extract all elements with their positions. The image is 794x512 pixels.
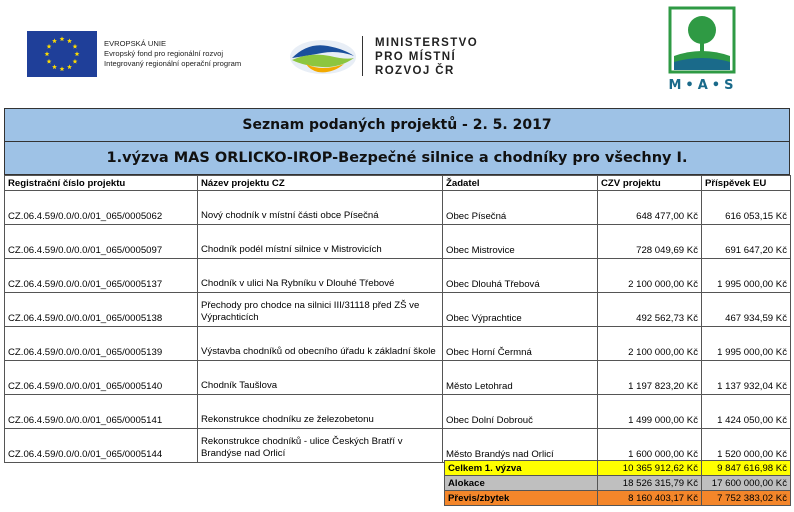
ministry-line-2: PRO MÍSTNÍ (375, 51, 457, 63)
cell-czv: 492 562,73 Kč (598, 293, 702, 327)
cell-czv: 2 100 000,00 Kč (598, 327, 702, 361)
cell-eu: 1 137 932,04 Kč (702, 361, 791, 395)
summary-total-czv: 10 365 912,62 Kč (598, 461, 702, 476)
summary-total-eu: 9 847 616,98 Kč (702, 461, 791, 476)
cell-eu: 1 520 000,00 Kč (702, 429, 791, 463)
sheet-subtitle: 1.výzva MAS ORLICKO-IROP-Bezpečné silnice a chodníky pro všechny I. (4, 142, 790, 175)
summary-table (444, 460, 791, 506)
cell-czv: 728 049,69 Kč (598, 225, 702, 259)
table-header-row (5, 176, 791, 191)
cell-name: Chodník Taušlova (198, 361, 443, 395)
cell-applicant: Obec Písečná (443, 191, 598, 225)
cell-applicant: Obec Horní Čermná (443, 327, 598, 361)
cell-reg: CZ.06.4.59/0.0/0.0/01_065/0005141 (5, 395, 198, 429)
cell-eu: 1 424 050,00 Kč (702, 395, 791, 429)
ministry-line-3: ROZVOJ ČR (375, 65, 455, 77)
cell-applicant: Obec Dlouhá Třebová (443, 259, 598, 293)
cell-applicant: Obec Mistrovice (443, 225, 598, 259)
cell-name: Chodník podél místní silnice v Mistrovicích (198, 225, 443, 259)
summary-surplus-eu: 7 752 383,02 Kč (702, 491, 791, 506)
cell-applicant: Obec Dolní Dobrouč (443, 395, 598, 429)
eu-line-1: EVROPSKÁ UNIE (104, 39, 167, 48)
mas-label: M•A•S (668, 78, 738, 93)
summary-surplus-row (445, 491, 791, 506)
table-row (5, 327, 791, 361)
summary-surplus-label: Převis/zbytek (445, 491, 598, 506)
summary-total-label: Celkem 1. výzva (445, 461, 598, 476)
table-row (5, 191, 791, 225)
cell-eu: 691 647,20 Kč (702, 225, 791, 259)
cell-eu: 1 995 000,00 Kč (702, 327, 791, 361)
cell-eu: 467 934,59 Kč (702, 293, 791, 327)
table-row (5, 225, 791, 259)
cell-czv: 1 499 000,00 Kč (598, 395, 702, 429)
eu-program-text (104, 39, 241, 69)
table-row (5, 361, 791, 395)
table-row (5, 429, 791, 463)
table-row (5, 395, 791, 429)
summary-total-row (445, 461, 791, 476)
summary-allocation-row (445, 476, 791, 491)
project-list-sheet (4, 108, 790, 463)
ministry-line-1: MINISTERSTVO (375, 37, 479, 49)
ministry-divider (362, 36, 363, 76)
col-header-czv: CZV projektu (598, 176, 702, 191)
cell-reg: CZ.06.4.59/0.0/0.0/01_065/0005138 (5, 293, 198, 327)
table-row (5, 293, 791, 327)
cell-name: Rekonstrukce chodníku ze železobetonu (198, 395, 443, 429)
cell-czv: 648 477,00 Kč (598, 191, 702, 225)
cell-name: Výstavba chodníků od obecního úřadu k základní škole (198, 327, 443, 361)
eu-flag-logo (27, 31, 97, 77)
cell-reg: CZ.06.4.59/0.0/0.0/01_065/0005144 (5, 429, 198, 463)
col-header-reg: Registrační číslo projektu (5, 176, 198, 191)
cell-eu: 616 053,15 Kč (702, 191, 791, 225)
cell-applicant: Město Brandýs nad Orlicí (443, 429, 598, 463)
col-header-applicant: Žadatel (443, 176, 598, 191)
cell-name: Rekonstrukce chodníků - ulice Českých Bratří v Brandýse nad Orlicí (198, 429, 443, 463)
cell-reg: CZ.06.4.59/0.0/0.0/01_065/0005062 (5, 191, 198, 225)
summary-allocation-eu: 17 600 000,00 Kč (702, 476, 791, 491)
col-header-eu: Příspěvek EU (702, 176, 791, 191)
eu-line-3: Integrovaný regionální operační program (104, 59, 242, 68)
ministry-name (375, 36, 478, 78)
cell-reg: CZ.06.4.59/0.0/0.0/01_065/0005137 (5, 259, 198, 293)
cell-applicant: Obec Výprachtice (443, 293, 598, 327)
col-header-name: Název projektu CZ (198, 176, 443, 191)
sheet-title: Seznam podaných projektů - 2. 5. 2017 (4, 108, 790, 142)
cell-reg: CZ.06.4.59/0.0/0.0/01_065/0005139 (5, 327, 198, 361)
summary-surplus-czv: 8 160 403,17 Kč (598, 491, 702, 506)
cell-reg: CZ.06.4.59/0.0/0.0/01_065/0005140 (5, 361, 198, 395)
mas-tree-logo (664, 6, 740, 88)
cell-name: Chodník v ulici Na Rybníku v Dlouhé Třebové (198, 259, 443, 293)
cell-czv: 2 100 000,00 Kč (598, 259, 702, 293)
ministry-logo (288, 38, 358, 76)
cell-name: Nový chodník v místní části obce Písečná (198, 191, 443, 225)
cell-name: Přechody pro chodce na silnici III/31118 před ZŠ ve Výprachticích (198, 293, 443, 327)
cell-applicant: Město Letohrad (443, 361, 598, 395)
summary-allocation-czv: 18 526 315,79 Kč (598, 476, 702, 491)
table-row (5, 259, 791, 293)
summary-allocation-label: Alokace (445, 476, 598, 491)
cell-czv: 1 197 823,20 Kč (598, 361, 702, 395)
cell-eu: 1 995 000,00 Kč (702, 259, 791, 293)
projects-table (4, 175, 791, 463)
cell-czv: 1 600 000,00 Kč (598, 429, 702, 463)
cell-reg: CZ.06.4.59/0.0/0.0/01_065/0005097 (5, 225, 198, 259)
eu-line-2: Evropský fond pro regionální rozvoj (104, 49, 224, 58)
